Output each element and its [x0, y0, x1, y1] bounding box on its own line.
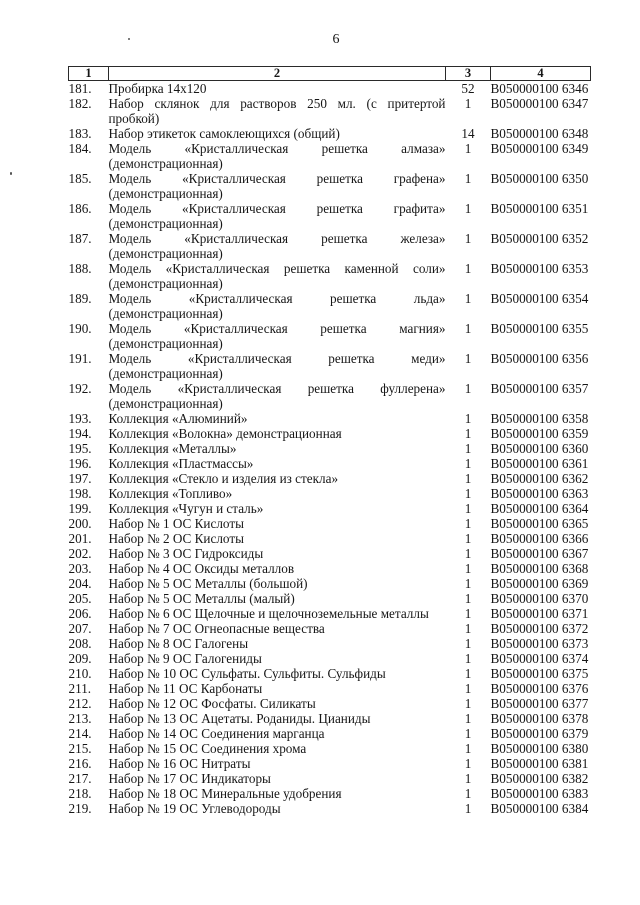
- item-quantity: 1: [464, 411, 472, 426]
- item-quantity: 1: [464, 141, 472, 156]
- row-number: 186.: [68, 201, 92, 216]
- row-number: 208.: [68, 636, 92, 651]
- table-row: [69, 261, 591, 291]
- item-name: Набор № 5 ОС Металлы (большой): [108, 576, 308, 591]
- item-quantity: 1: [464, 261, 472, 276]
- item-quantity: 1: [464, 741, 472, 756]
- row-number: 197.: [68, 471, 92, 486]
- item-quantity: 1: [464, 426, 472, 441]
- item-quantity: 1: [464, 756, 472, 771]
- table-row: [69, 321, 591, 351]
- row-number: 191.: [68, 351, 92, 366]
- inventory-code: В050000100 6366: [490, 531, 589, 546]
- item-name: Набор № 12 ОС Фосфаты. Силикаты: [108, 696, 316, 711]
- row-number: 192.: [68, 381, 92, 396]
- inventory-code: В050000100 6352: [490, 231, 589, 246]
- inventory-code: В050000100 6355: [490, 321, 589, 336]
- row-number: 194.: [68, 426, 92, 441]
- table-row: [69, 606, 591, 621]
- table-row: [69, 756, 591, 771]
- inventory-code: В050000100 6368: [490, 561, 589, 576]
- header-row: [69, 67, 591, 81]
- column-header-1: 1: [69, 67, 109, 81]
- inventory-code: В050000100 6378: [490, 711, 589, 726]
- table-row: [69, 801, 591, 816]
- item-name: Коллекция «Пластмассы»: [108, 456, 254, 471]
- item-name: Набор № 14 ОС Соединения марганца: [108, 726, 325, 741]
- table-row: [69, 621, 591, 636]
- column-header-4: 4: [491, 67, 591, 81]
- inventory-code: В050000100 6381: [490, 756, 589, 771]
- item-name: Коллекция «Металлы»: [108, 441, 237, 456]
- item-name: Набор № 15 ОС Соединения хрома: [108, 741, 307, 756]
- scan-artifact: [10, 172, 12, 175]
- inventory-code: В050000100 6377: [490, 696, 589, 711]
- row-number: 209.: [68, 651, 92, 666]
- item-name: Набор № 13 ОС Ацетаты. Роданиды. Цианиды: [108, 711, 371, 726]
- item-name: Модель «Кристаллическая решетка графита» (демонстрационная): [108, 201, 446, 231]
- item-name: Набор № 11 ОС Карбонаты: [108, 681, 263, 696]
- row-number: 217.: [68, 771, 92, 786]
- table-row: [69, 786, 591, 801]
- inventory-code: В050000100 6371: [490, 606, 589, 621]
- row-number: 215.: [68, 741, 92, 756]
- row-number: 213.: [68, 711, 92, 726]
- table-row: [69, 351, 591, 381]
- item-quantity: 1: [464, 561, 472, 576]
- item-quantity: 1: [464, 696, 472, 711]
- row-number: 201.: [68, 531, 92, 546]
- table-row: [69, 591, 591, 606]
- table-row: [69, 456, 591, 471]
- row-number: 206.: [68, 606, 92, 621]
- item-name: Набор № 16 ОС Нитраты: [108, 756, 251, 771]
- item-quantity: 1: [464, 771, 472, 786]
- item-name: Коллекция «Чугун и сталь»: [108, 501, 264, 516]
- table-row: [69, 636, 591, 651]
- table-row: [69, 546, 591, 561]
- inventory-code: В050000100 6384: [490, 801, 589, 816]
- inventory-code: В050000100 6379: [490, 726, 589, 741]
- table-row: [69, 561, 591, 576]
- item-name: Набор № 9 ОС Галогениды: [108, 651, 262, 666]
- item-quantity: 14: [461, 126, 475, 141]
- row-number: 199.: [68, 501, 92, 516]
- item-name: Набор № 7 ОС Огнеопасные вещества: [108, 621, 325, 636]
- inventory-code: В050000100 6364: [490, 501, 589, 516]
- inventory-code: В050000100 6353: [490, 261, 589, 276]
- inventory-code: В050000100 6367: [490, 546, 589, 561]
- item-name: Набор № 18 ОС Минеральные удобрения: [108, 786, 342, 801]
- row-number: 214.: [68, 726, 92, 741]
- item-name: Модель «Кристаллическая решетка алмаза» (демонстрационная): [108, 141, 446, 171]
- table-row: [69, 486, 591, 501]
- row-number: 182.: [68, 96, 92, 111]
- item-name: Набор № 3 ОС Гидроксиды: [108, 546, 264, 561]
- item-quantity: 1: [464, 291, 472, 306]
- table-row: [69, 531, 591, 546]
- inventory-code: В050000100 6357: [490, 381, 589, 396]
- item-name: Набор № 5 ОС Металлы (малый): [108, 591, 295, 606]
- table-row: [69, 516, 591, 531]
- column-header-2: 2: [109, 67, 446, 81]
- column-header-3: 3: [446, 67, 491, 81]
- item-name: Модель «Кристаллическая решетка магния» (демонстрационная): [108, 321, 446, 351]
- row-number: 218.: [68, 786, 92, 801]
- table-row: [69, 771, 591, 786]
- table-row: [69, 741, 591, 756]
- row-number: 219.: [68, 801, 92, 816]
- table-body: [69, 81, 591, 817]
- item-name: Модель «Кристаллическая решетка железа» (демонстрационная): [108, 231, 446, 261]
- row-number: 189.: [68, 291, 92, 306]
- table-row: [69, 441, 591, 456]
- table-row: [69, 426, 591, 441]
- row-number: 183.: [68, 126, 92, 141]
- item-quantity: 1: [464, 201, 472, 216]
- inventory-code: В050000100 6347: [490, 96, 589, 111]
- table-row: [69, 711, 591, 726]
- table-row: [69, 471, 591, 486]
- item-quantity: 1: [464, 351, 472, 366]
- inventory-code: В050000100 6383: [490, 786, 589, 801]
- table-row: [69, 666, 591, 681]
- inventory-code: В050000100 6380: [490, 741, 589, 756]
- item-quantity: 1: [464, 651, 472, 666]
- item-name: Набор № 17 ОС Индикаторы: [108, 771, 271, 786]
- item-name: Набор № 2 ОС Кислоты: [108, 531, 244, 546]
- inventory-code: В050000100 6370: [490, 591, 589, 606]
- item-name: Пробирка 14х120: [108, 81, 207, 96]
- row-number: 204.: [68, 576, 92, 591]
- item-name: Модель «Кристаллическая решетка графена» (демонстрационная): [108, 171, 446, 201]
- inventory-code: В050000100 6374: [490, 651, 589, 666]
- table-row: [69, 231, 591, 261]
- row-number: 212.: [68, 696, 92, 711]
- inventory-code: В050000100 6375: [490, 666, 589, 681]
- item-quantity: 1: [464, 531, 472, 546]
- item-quantity: 1: [464, 486, 472, 501]
- row-number: 198.: [68, 486, 92, 501]
- item-name: Модель «Кристаллическая решетка каменной соли» (демонстрационная): [108, 261, 446, 291]
- item-name: Модель «Кристаллическая решетка льда» (демонстрационная): [108, 291, 446, 321]
- item-quantity: 1: [464, 171, 472, 186]
- item-quantity: 1: [464, 681, 472, 696]
- table-row: [69, 126, 591, 141]
- table-row: [69, 576, 591, 591]
- item-quantity: 1: [464, 516, 472, 531]
- item-name: Модель «Кристаллическая решетка меди» (демонстрационная): [108, 351, 446, 381]
- table-row: [69, 141, 591, 171]
- table-row: [69, 81, 591, 97]
- inventory-code: В050000100 6358: [490, 411, 589, 426]
- inventory-code: В050000100 6361: [490, 456, 589, 471]
- item-name: Коллекция «Стекло и изделия из стекла»: [108, 471, 339, 486]
- item-name: Коллекция «Топливо»: [108, 486, 233, 501]
- row-number: 203.: [68, 561, 92, 576]
- row-number: 205.: [68, 591, 92, 606]
- item-quantity: 1: [464, 501, 472, 516]
- item-quantity: 1: [464, 546, 472, 561]
- table-row: [69, 501, 591, 516]
- row-number: 216.: [68, 756, 92, 771]
- inventory-code: В050000100 6365: [490, 516, 589, 531]
- item-quantity: 1: [464, 381, 472, 396]
- table-row: [69, 411, 591, 426]
- row-number: 200.: [68, 516, 92, 531]
- table-row: [69, 201, 591, 231]
- row-number: 190.: [68, 321, 92, 336]
- item-name: Набор № 1 ОС Кислоты: [108, 516, 244, 531]
- inventory-code: В050000100 6351: [490, 201, 589, 216]
- inventory-code: В050000100 6356: [490, 351, 589, 366]
- item-quantity: 1: [464, 471, 472, 486]
- row-number: 195.: [68, 441, 92, 456]
- inventory-code: В050000100 6363: [490, 486, 589, 501]
- inventory-code: В050000100 6369: [490, 576, 589, 591]
- row-number: 181.: [68, 81, 92, 96]
- row-number: 210.: [68, 666, 92, 681]
- row-number: 193.: [68, 411, 92, 426]
- item-name: Набор № 6 ОС Щелочные и щелочноземельные металлы: [108, 606, 429, 621]
- inventory-code: В050000100 6348: [490, 126, 589, 141]
- item-name: Набор этикеток самоклеющихся (общий): [108, 126, 340, 141]
- row-number: 196.: [68, 456, 92, 471]
- table-row: [69, 726, 591, 741]
- item-quantity: 1: [464, 321, 472, 336]
- item-name: Набор № 4 ОС Оксиды металлов: [108, 561, 295, 576]
- item-quantity: 1: [464, 96, 472, 111]
- item-name: Набор № 19 ОС Углеводороды: [108, 801, 281, 816]
- table-row: [69, 381, 591, 411]
- row-number: 207.: [68, 621, 92, 636]
- item-quantity: 52: [461, 81, 475, 96]
- row-number: 185.: [68, 171, 92, 186]
- inventory-code: В050000100 6382: [490, 771, 589, 786]
- item-quantity: 1: [464, 606, 472, 621]
- item-quantity: 1: [464, 711, 472, 726]
- item-quantity: 1: [464, 801, 472, 816]
- item-quantity: 1: [464, 441, 472, 456]
- item-name: Набор № 10 ОС Сульфаты. Сульфиты. Сульфиды: [108, 666, 386, 681]
- inventory-table: [68, 66, 591, 816]
- table-row: [69, 171, 591, 201]
- inventory-code: В050000100 6346: [490, 81, 589, 96]
- item-name: Модель «Кристаллическая решетка фуллерена» (демонстрационная): [108, 381, 446, 411]
- table-header: [69, 67, 591, 81]
- item-name: Коллекция «Алюминий»: [108, 411, 248, 426]
- table-row: [69, 681, 591, 696]
- item-quantity: 1: [464, 621, 472, 636]
- item-quantity: 1: [464, 786, 472, 801]
- inventory-code: В050000100 6362: [490, 471, 589, 486]
- inventory-code: В050000100 6372: [490, 621, 589, 636]
- table-row: [69, 696, 591, 711]
- row-number: 184.: [68, 141, 92, 156]
- table-row: [69, 291, 591, 321]
- item-quantity: 1: [464, 726, 472, 741]
- item-quantity: 1: [464, 636, 472, 651]
- item-name: Коллекция «Волокна» демонстрационная: [108, 426, 342, 441]
- inventory-code: В050000100 6349: [490, 141, 589, 156]
- item-name: Набор № 8 ОС Галогены: [108, 636, 249, 651]
- row-number: 202.: [68, 546, 92, 561]
- item-quantity: 1: [464, 591, 472, 606]
- inventory-code: В050000100 6376: [490, 681, 589, 696]
- scan-artifact: [128, 38, 130, 40]
- row-number: 188.: [68, 261, 92, 276]
- inventory-code: В050000100 6373: [490, 636, 589, 651]
- page-number: 6: [332, 32, 340, 47]
- item-name: Набор склянок для растворов 250 мл. (с притертой пробкой): [108, 96, 446, 126]
- row-number: 211.: [68, 681, 92, 696]
- inventory-code: В050000100 6354: [490, 291, 589, 306]
- item-quantity: 1: [464, 666, 472, 681]
- table-row: [69, 651, 591, 666]
- row-number: 187.: [68, 231, 92, 246]
- inventory-code: В050000100 6350: [490, 171, 589, 186]
- inventory-code: В050000100 6359: [490, 426, 589, 441]
- item-quantity: 1: [464, 576, 472, 591]
- table-row: [69, 96, 591, 126]
- item-quantity: 1: [464, 456, 472, 471]
- inventory-code: В050000100 6360: [490, 441, 589, 456]
- item-quantity: 1: [464, 231, 472, 246]
